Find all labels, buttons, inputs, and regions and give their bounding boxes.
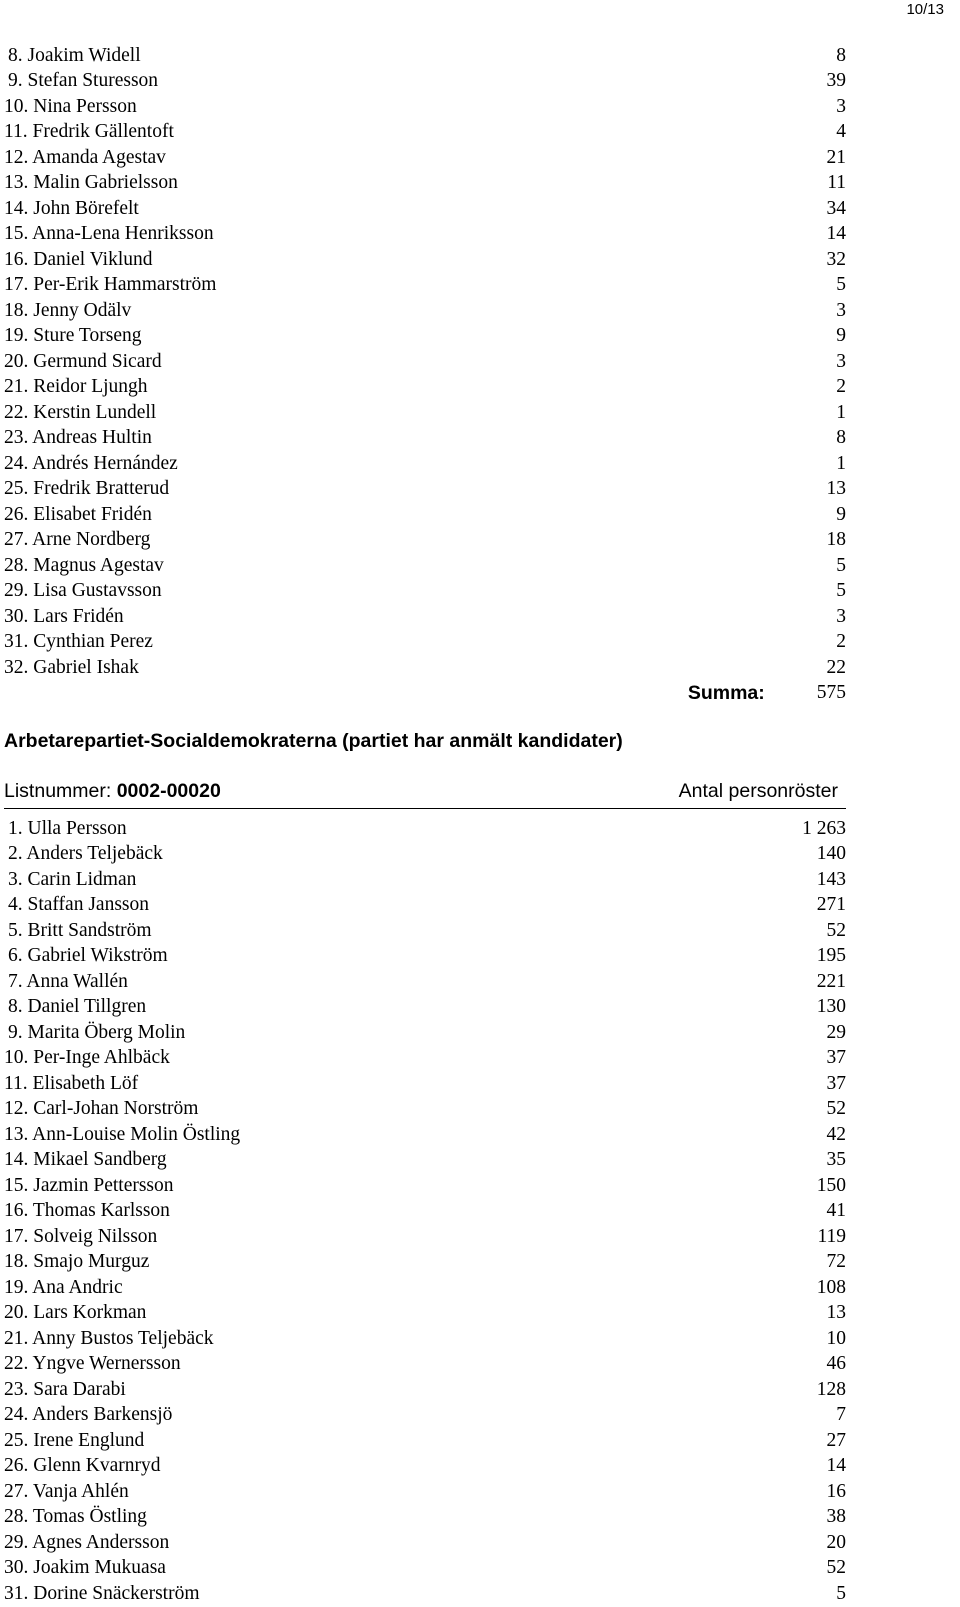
candidate-row	[0, 867, 846, 893]
candidate-name: 10. Per-Inge Ahlbäck	[4, 1047, 170, 1069]
candidate-row	[0, 816, 846, 842]
candidate-votes: 1	[836, 452, 846, 474]
candidate-name: 14. John Börefelt	[4, 197, 139, 219]
candidate-votes: 3	[836, 95, 846, 117]
candidate-row	[0, 1173, 846, 1199]
candidate-row	[0, 400, 846, 426]
candidate-name: 25. Fredrik Bratterud	[4, 478, 170, 500]
candidate-row	[0, 69, 846, 95]
candidate-row	[0, 145, 846, 171]
candidate-row	[0, 1505, 846, 1531]
candidate-name: 20. Germund Sicard	[4, 350, 162, 372]
candidate-votes: 21	[826, 146, 846, 168]
candidate-votes: 195	[816, 945, 846, 967]
candidate-votes: 10	[826, 1327, 846, 1349]
candidate-row	[0, 1122, 846, 1148]
candidate-row	[0, 298, 846, 324]
candidate-name: 15. Anna-Lena Henriksson	[4, 223, 214, 245]
candidate-votes: 8	[836, 427, 846, 449]
candidate-votes: 7	[836, 1404, 846, 1426]
candidate-row	[0, 43, 846, 69]
candidate-votes: 130	[816, 996, 846, 1018]
candidate-row	[0, 502, 846, 528]
candidate-votes: 3	[836, 350, 846, 372]
candidate-votes: 271	[816, 894, 846, 916]
candidate-name: 27. Vanja Ahlén	[4, 1480, 129, 1502]
candidate-votes: 42	[826, 1123, 846, 1145]
candidate-row	[0, 1377, 846, 1403]
candidate-row	[0, 1199, 846, 1225]
candidate-name: 4. Staffan Jansson	[8, 894, 150, 916]
summary-row	[0, 680, 846, 706]
candidate-votes: 5	[836, 580, 846, 602]
candidate-row	[0, 918, 846, 944]
candidate-votes: 2	[836, 631, 846, 653]
candidate-name: 8. Joakim Widell	[8, 44, 141, 66]
candidate-name: 22. Kerstin Lundell	[4, 401, 157, 423]
candidate-votes: 32	[826, 248, 846, 270]
candidate-name: 28. Tomas Östling	[4, 1506, 147, 1528]
candidate-name: 29. Lisa Gustavsson	[4, 580, 162, 602]
candidate-row	[0, 349, 846, 375]
candidate-row	[0, 1148, 846, 1174]
candidate-name: 12. Carl-Johan Norström	[4, 1098, 199, 1120]
candidate-row	[0, 1530, 846, 1556]
candidate-name: 25. Irene Englund	[4, 1429, 145, 1451]
candidate-row	[0, 604, 846, 630]
candidate-row	[0, 1020, 846, 1046]
candidate-votes: 9	[836, 325, 846, 347]
candidate-row	[0, 630, 846, 656]
candidate-row	[0, 247, 846, 273]
candidate-name: 6. Gabriel Wikström	[8, 945, 168, 967]
candidate-votes: 37	[826, 1072, 846, 1094]
candidate-name: 18. Jenny Odälv	[4, 299, 132, 321]
candidate-row	[0, 1224, 846, 1250]
candidate-list-socialdemokraterna	[0, 816, 846, 1607]
candidate-name: 7. Anna Wallén	[8, 970, 128, 992]
candidate-row	[0, 944, 846, 970]
candidate-votes: 13	[826, 1302, 846, 1324]
candidate-name: 26. Elisabet Fridén	[4, 503, 152, 525]
candidate-name: 17. Per-Erik Hammarström	[4, 274, 217, 296]
candidate-row	[0, 995, 846, 1021]
candidate-votes: 14	[826, 223, 846, 245]
candidate-row	[0, 120, 846, 146]
candidate-row	[0, 1071, 846, 1097]
candidate-name: 9. Marita Öberg Molin	[8, 1021, 186, 1043]
candidate-row	[0, 1250, 846, 1276]
candidate-name: 30. Lars Fridén	[4, 605, 124, 627]
candidate-name: 21. Reidor Ljungh	[4, 376, 148, 398]
candidate-row	[0, 1428, 846, 1454]
candidate-votes: 14	[826, 1455, 846, 1477]
candidate-row	[0, 553, 846, 579]
candidate-name: 24. Andrés Hernández	[4, 452, 178, 474]
candidate-row	[0, 477, 846, 503]
candidate-votes: 5	[836, 1582, 846, 1604]
candidate-row	[0, 1301, 846, 1327]
candidate-votes: 150	[816, 1174, 846, 1196]
candidate-row	[0, 969, 846, 995]
candidate-row	[0, 842, 846, 868]
votes-column-header: Antal personröster	[678, 780, 838, 802]
candidate-votes: 72	[826, 1251, 846, 1273]
candidate-votes: 39	[826, 70, 846, 92]
candidate-row	[0, 893, 846, 919]
candidate-row	[0, 94, 846, 120]
candidate-row	[0, 324, 846, 350]
candidate-votes: 22	[826, 656, 846, 678]
candidate-name: 14. Mikael Sandberg	[4, 1149, 167, 1171]
candidate-votes: 13	[826, 478, 846, 500]
page-number: 10/13	[906, 1, 944, 18]
list-header	[4, 780, 846, 809]
candidate-name: 24. Anders Barkensjö	[4, 1404, 173, 1426]
candidate-row	[0, 426, 846, 452]
candidate-row	[0, 196, 846, 222]
candidate-votes: 140	[816, 843, 846, 865]
candidate-votes: 1	[836, 401, 846, 423]
candidate-name: 27. Arne Nordberg	[4, 529, 151, 551]
candidate-row	[0, 1097, 846, 1123]
candidate-name: 10. Nina Persson	[4, 95, 137, 117]
candidate-votes: 2	[836, 376, 846, 398]
candidate-row	[0, 655, 846, 681]
candidate-name: 2. Anders Teljebäck	[8, 843, 163, 865]
candidate-row	[0, 1581, 846, 1607]
candidate-list-previous	[0, 43, 846, 681]
candidate-name: 11. Fredrik Gällentoft	[4, 121, 174, 143]
candidate-name: 32. Gabriel Ishak	[4, 656, 139, 678]
candidate-votes: 11	[827, 172, 846, 194]
candidate-votes: 20	[826, 1531, 846, 1553]
candidate-votes: 8	[836, 44, 846, 66]
candidate-votes: 52	[826, 919, 846, 941]
candidate-votes: 18	[826, 529, 846, 551]
list-number: 0002-00020	[116, 780, 221, 802]
candidate-name: 30. Joakim Mukuasa	[4, 1557, 166, 1579]
candidate-votes: 38	[826, 1506, 846, 1528]
candidate-votes: 143	[816, 868, 846, 890]
candidate-votes: 221	[816, 970, 846, 992]
candidate-name: 11. Elisabeth Löf	[4, 1072, 139, 1094]
candidate-row	[0, 171, 846, 197]
candidate-votes: 119	[817, 1225, 846, 1247]
candidate-name: 13. Malin Gabrielsson	[4, 172, 178, 194]
candidate-row	[0, 375, 846, 401]
candidate-votes: 29	[826, 1021, 846, 1043]
candidate-row	[0, 1352, 846, 1378]
candidate-name: 16. Daniel Viklund	[4, 248, 153, 270]
candidate-votes: 4	[836, 121, 846, 143]
candidate-votes: 27	[826, 1429, 846, 1451]
candidate-row	[0, 451, 846, 477]
list-number-label: Listnummer: 0002-00020	[4, 780, 221, 802]
candidate-row	[0, 1454, 846, 1480]
candidate-name: 12. Amanda Agestav	[4, 146, 166, 168]
candidate-name: 19. Sture Torseng	[4, 325, 142, 347]
candidate-row	[0, 1046, 846, 1072]
candidate-name: 15. Jazmin Pettersson	[4, 1174, 174, 1196]
candidate-votes: 108	[816, 1276, 846, 1298]
candidate-name: 17. Solveig Nilsson	[4, 1225, 158, 1247]
candidate-votes: 128	[816, 1378, 846, 1400]
party-title: Arbetarepartiet-Socialdemokraterna (partiet har anmält kandidater)	[4, 730, 623, 752]
candidate-row	[0, 1479, 846, 1505]
summary-value: 575	[816, 682, 846, 703]
summary-label: Summa:	[687, 681, 765, 704]
candidate-name: 8. Daniel Tillgren	[8, 996, 147, 1018]
candidate-row	[0, 1326, 846, 1352]
candidate-votes: 16	[826, 1480, 846, 1502]
candidate-votes: 35	[826, 1149, 846, 1171]
candidate-name: 20. Lars Korkman	[4, 1302, 147, 1324]
candidate-row	[0, 1275, 846, 1301]
candidate-votes: 37	[826, 1047, 846, 1069]
candidate-votes: 1 263	[802, 817, 846, 839]
candidate-votes: 41	[826, 1200, 846, 1222]
candidate-name: 3. Carin Lidman	[8, 868, 137, 890]
candidate-name: 31. Dorine Snäckerström	[4, 1582, 200, 1604]
candidate-votes: 34	[826, 197, 846, 219]
candidate-votes: 9	[836, 503, 846, 525]
candidate-votes: 3	[836, 299, 846, 321]
candidate-votes: 46	[826, 1353, 846, 1375]
candidate-name: 1. Ulla Persson	[8, 817, 127, 839]
candidate-row	[0, 222, 846, 248]
candidate-row	[0, 273, 846, 299]
candidate-name: 26. Glenn Kvarnryd	[4, 1455, 161, 1477]
candidate-row	[0, 528, 846, 554]
candidate-row	[0, 1556, 846, 1582]
candidate-name: 9. Stefan Sturesson	[8, 70, 159, 92]
candidate-name: 23. Sara Darabi	[4, 1378, 126, 1400]
candidate-name: 19. Ana Andric	[4, 1276, 123, 1298]
candidate-row	[0, 579, 846, 605]
candidate-name: 29. Agnes Andersson	[4, 1531, 170, 1553]
candidate-name: 31. Cynthian Perez	[4, 631, 153, 653]
candidate-name: 23. Andreas Hultin	[4, 427, 152, 449]
candidate-name: 16. Thomas Karlsson	[4, 1200, 170, 1222]
candidate-votes: 5	[836, 274, 846, 296]
candidate-name: 28. Magnus Agestav	[4, 554, 164, 576]
candidate-votes: 52	[826, 1557, 846, 1579]
candidate-votes: 3	[836, 605, 846, 627]
candidate-name: 5. Britt Sandström	[8, 919, 152, 941]
candidate-row	[0, 1403, 846, 1429]
candidate-votes: 5	[836, 554, 846, 576]
candidate-name: 13. Ann-Louise Molin Östling	[4, 1123, 241, 1145]
candidate-votes: 52	[826, 1098, 846, 1120]
candidate-name: 22. Yngve Wernersson	[4, 1353, 181, 1375]
candidate-name: 18. Smajo Murguz	[4, 1251, 150, 1273]
candidate-name: 21. Anny Bustos Teljebäck	[4, 1327, 214, 1349]
